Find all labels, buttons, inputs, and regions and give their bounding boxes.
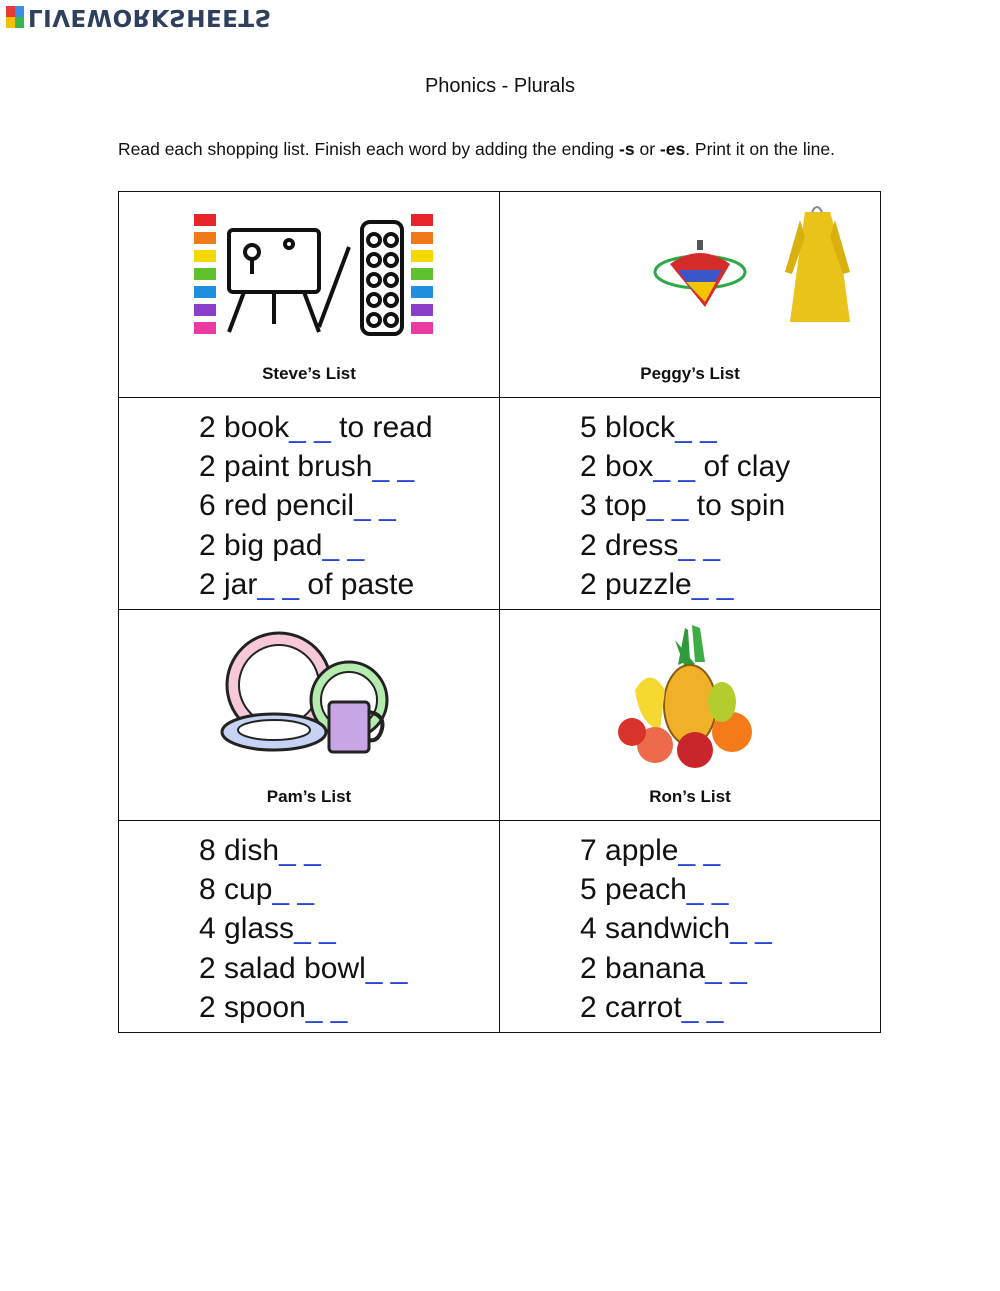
peggy-items [580,408,790,604]
answer-blank[interactable]: _ _ [678,834,721,867]
list-item: 2 dress_ _ [580,528,721,562]
answer-blank[interactable]: _ _ [289,411,331,444]
list-item: 4 glass_ _ [199,912,336,946]
bowl-icon [222,714,326,750]
list-item: 2 banana_ _ [580,951,747,985]
list-item: 4 sandwich_ _ [580,912,772,946]
fruit-image [500,620,880,770]
logo-text: LIVEWORKSHEETS [28,4,272,30]
list-caption-ron: Ron’s List [649,787,731,806]
peggy-image-cell [500,192,881,398]
art-supplies-image [119,202,499,352]
answer-blank[interactable]: _ _ [681,990,724,1024]
answer-blank[interactable]: _ _ [354,489,396,523]
dishes-image [119,620,499,770]
answer-blank[interactable]: _ _ [730,912,772,946]
list-caption-pam: Pam’s List [266,787,352,806]
pear-icon [708,682,736,722]
pomegranate-icon [677,732,713,768]
list-item: 7 apple_ _ [580,834,721,867]
ron-list-cell [500,821,881,1033]
page-title: Phonics - Plurals [424,75,576,97]
instructions: Read each shopping list. Finish each word by adding the ending -s or -es. Print it on the line. [118,139,835,159]
list-item: 2 jar_ _ of paste [199,567,415,601]
ron-image-cell [500,610,881,821]
list-caption-steve: Steve’s List [262,364,356,383]
answer-blank[interactable]: _ _ [675,411,717,444]
steve-list-cell [119,398,500,610]
answer-blank[interactable]: _ _ [294,912,336,946]
list-item: 3 top_ _ to spin [580,489,786,523]
steve-items [199,408,433,604]
answer-blank[interactable]: _ _ [272,873,315,907]
answer-blank[interactable]: _ _ [705,951,747,985]
list-item: 2 carrot_ _ [580,990,724,1024]
shopping-lists-table [118,191,881,1033]
answer-blank[interactable]: _ _ [257,567,300,601]
answer-blank[interactable]: _ _ [365,951,408,985]
list-item: 2 box_ _ of clay [580,450,791,484]
pineapple-icon [664,625,716,745]
answer-blank[interactable]: _ _ [691,567,734,601]
pam-list-cell [119,821,500,1033]
answer-blank[interactable]: _ _ [646,489,689,523]
ron-items [580,831,772,1027]
steve-image-cell [119,192,500,398]
list-item: 2 salad bowl_ _ [199,951,408,985]
ending-s: -s [619,139,635,159]
spinning-top-icon [655,240,745,307]
list-item: 8 cup_ _ [199,873,315,907]
answer-blank[interactable]: _ _ [305,990,348,1024]
list-caption-peggy: Peggy’s List [640,364,740,383]
liveworksheets-logo[interactable] [6,4,272,30]
logo-blocks-icon [6,6,24,28]
list-item: 6 red pencil_ _ [199,489,396,523]
peggy-list-cell [500,398,881,610]
top-and-dress-image [500,202,880,352]
pam-image-cell [119,610,500,821]
list-item: 2 puzzle_ _ [580,567,734,601]
answer-blank[interactable]: _ _ [678,528,721,562]
marker-icons-right [411,214,433,334]
answer-blank[interactable]: _ _ [279,834,321,867]
list-item: 5 block_ _ [580,411,717,444]
list-item: 2 book_ _ to read [199,411,433,444]
list-item: 2 spoon_ _ [199,990,348,1024]
list-item: 2 paint brush_ _ [199,450,415,484]
pam-items [199,831,408,1027]
answer-blank[interactable]: _ _ [686,873,729,907]
answer-blank[interactable]: _ _ [372,450,415,484]
ending-es: -es [659,139,686,159]
marker-icons-left [194,214,216,334]
answer-blank[interactable]: _ _ [653,450,696,484]
list-item: 5 peach_ _ [580,873,729,907]
list-item: 2 big pad_ _ [199,528,365,562]
yellow-dress-icon [785,207,850,322]
apple-icon [618,718,646,746]
answer-blank[interactable]: _ _ [322,528,365,562]
list-item: 8 dish_ _ [199,834,321,867]
